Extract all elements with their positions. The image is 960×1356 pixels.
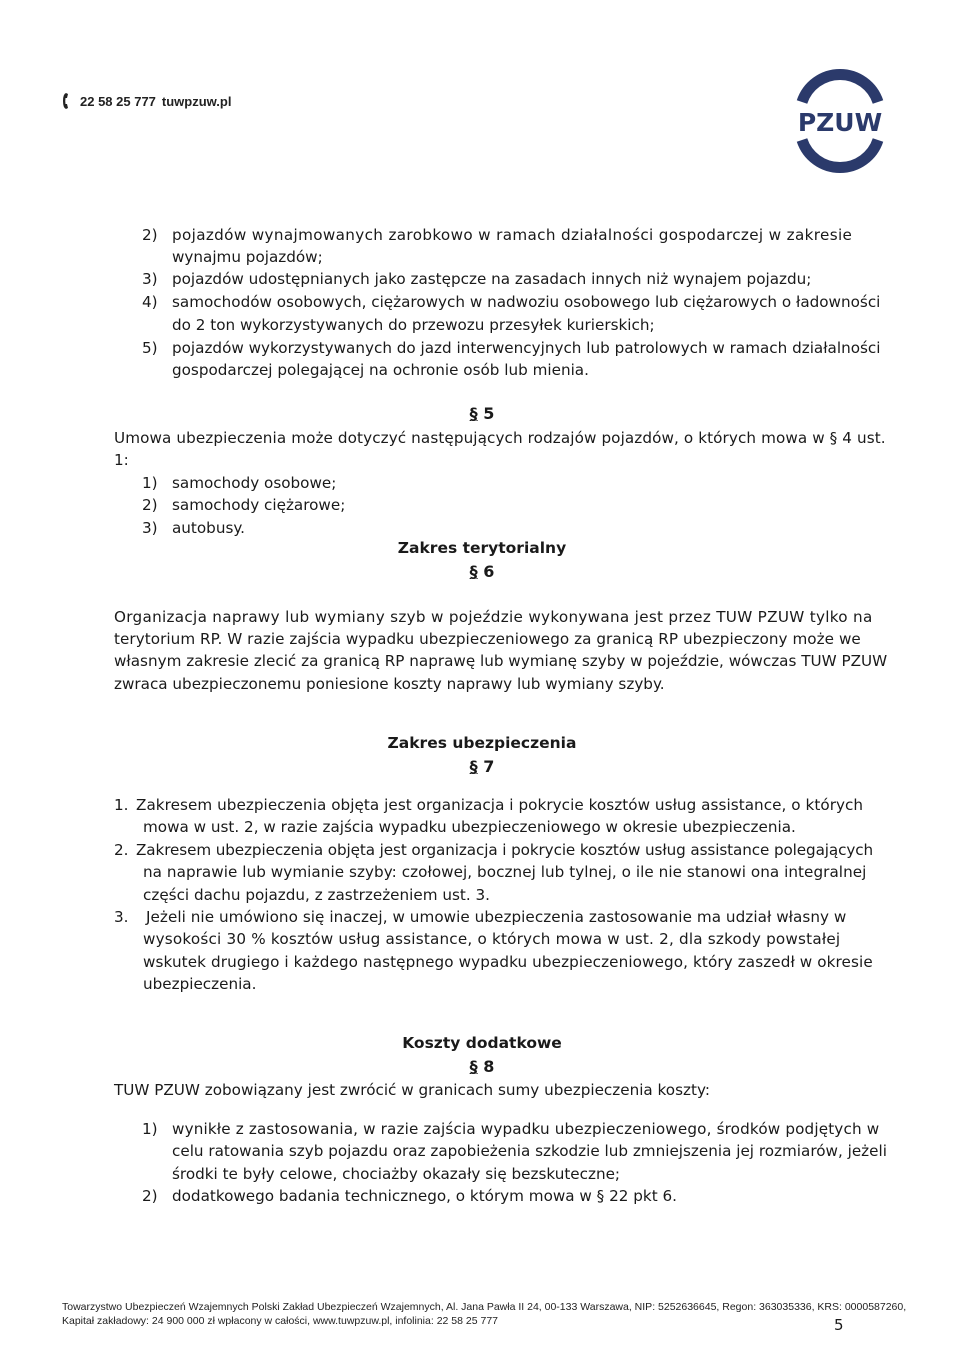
list-item-text: gospodarczej polegającej na ochronie osób lub mienia. xyxy=(172,361,589,379)
list-item-text: celu ratowania szyb pojazdu oraz zapobieżenia szkodzie lub zmniejszenia jej rozmiarów, jeżeli xyxy=(172,1142,887,1160)
list-item-text: pojazdów wykorzystywanych do jazd interwencyjnych lub patrolowych w ramach działalności xyxy=(172,339,881,357)
footer xyxy=(62,1300,906,1328)
list-item-text: wskutek drugiego i każdego następnego wypadku ubezpieczeniowego, który zaszedł w okresie xyxy=(143,953,873,971)
paragraph-number: 7 xyxy=(483,757,495,776)
list-item-text: pojazdów udostępnianych jako zastępcze na zasadach innych niż wynajem pojazdu; xyxy=(172,270,812,288)
list-item-text: do 2 ton wykorzystywanych do przewozu przesyłek kurierskich; xyxy=(172,316,655,334)
section-title-additional-costs: Koszty dodatkowe xyxy=(402,1034,562,1052)
section-sign: § xyxy=(469,562,478,581)
paragraph-number: 5 xyxy=(483,404,495,423)
list-item-text: samochodów osobowych, ciężarowych w nadwoziu osobowego lub ciężarowych o ładowności xyxy=(172,293,881,311)
section-sign: § xyxy=(469,404,478,423)
list-item-text: samochody osobowe; xyxy=(172,474,337,492)
list-item-text: środki te były celowe, chociażby okazały się bezskuteczne; xyxy=(172,1165,621,1183)
sec5-intro-line: 1: xyxy=(114,451,129,469)
paragraph-number: 6 xyxy=(483,562,495,581)
list-item-text: wynajmu pojazdów; xyxy=(172,248,323,266)
footer-capital-line: Kapitał zakładowy: 24 900 000 zł wpłacony w całości, www.tuwpzuw.pl, infolinia: 22 58 25 777 xyxy=(62,1315,499,1327)
sec6-line: Organizacja naprawy lub wymiany szyb w pojeździe wykonywana jest przez TUW PZUW tylko na xyxy=(114,608,873,626)
section-sign: § xyxy=(469,1057,478,1076)
paragraph-heading-6 xyxy=(422,562,542,581)
sec8-intro: TUW PZUW zobowiązany jest zwrócić w granicach sumy ubezpieczenia koszty: xyxy=(114,1081,710,1099)
section-title-scope: Zakres ubezpieczenia xyxy=(387,734,577,752)
list-item-text: samochody ciężarowe; xyxy=(172,496,346,514)
header-website[interactable]: tuwpzuw.pl xyxy=(161,93,232,109)
list-item-number: 1) xyxy=(142,1120,158,1138)
list-item-number: 5) xyxy=(142,339,158,357)
section-title-territorial: Zakres terytorialny xyxy=(397,539,567,557)
page-number: 5 xyxy=(834,1316,844,1334)
list-item-number: 2. xyxy=(114,841,129,859)
paragraph-number: 8 xyxy=(483,1057,495,1076)
list-item-text: na naprawie lub wymianie szyby: czołowej, bocznej lub tylnej, o ile nie stanowi ona integralnej xyxy=(143,863,867,881)
section-sign: § xyxy=(469,757,478,776)
list-item-number: 2) xyxy=(142,226,158,244)
sec6-line: terytorium RP. W razie zajścia wypadku ubezpieczeniowego za granicą RP ubezpieczony może we xyxy=(114,630,861,648)
list-item-text: Zakresem ubezpieczenia objęta jest organizacja i pokrycie kosztów usług assistance polegających xyxy=(136,841,874,859)
list-item-text: wynikłe z zastosowania, w razie zajścia wypadku ubezpieczeniowego, środków podjętych w xyxy=(172,1120,880,1138)
list-item-number: 3. xyxy=(114,908,129,926)
phone-icon xyxy=(62,92,74,110)
list-item-number: 3) xyxy=(142,270,158,288)
pzuw-logo xyxy=(792,58,888,184)
list-item-number: 4) xyxy=(142,293,158,311)
sec6-line: zwraca ubezpieczonemu poniesione koszty naprawy lub wymiany szyby. xyxy=(114,675,665,693)
list-item-text: wysokości 30 % kosztów usług assistance, o których mowa w ust. 2, dla szkody powstałej xyxy=(143,930,841,948)
paragraph-heading-8 xyxy=(422,1057,542,1076)
header-phone[interactable]: 22 58 25 777 xyxy=(80,93,156,109)
list-item-text: ubezpieczenia. xyxy=(143,975,257,993)
list-item-number: 2) xyxy=(142,1187,158,1205)
list-item-text: dodatkowego badania technicznego, o którym mowa w § 22 pkt 6. xyxy=(172,1187,677,1205)
list-item-number: 3) xyxy=(142,519,158,537)
footer-company-line: Towarzystwo Ubezpieczeń Wzajemnych Polski Zakład Ubezpieczeń Wzajemnych, Al. Jana Pawła II 24, 00-133 Warszawa, NIP: 5252636645, Regon: 363035336, KRS: 0000587260, xyxy=(62,1301,907,1313)
list-item-text: autobusy. xyxy=(172,519,246,537)
sec5-intro-line: Umowa ubezpieczenia może dotyczyć następujących rodzajów pojazdów, o których mowa w § 4 ust. xyxy=(114,429,886,447)
paragraph-heading-5 xyxy=(422,404,542,423)
list-item-text: pojazdów wynajmowanych zarobkowo w ramach działalności gospodarczej w zakresie xyxy=(172,226,853,244)
list-item-text: mowa w ust. 2, w razie zajścia wypadku ubezpieczeniowego w okresie ubezpieczenia. xyxy=(143,818,796,836)
list-item-text: Zakresem ubezpieczenia objęta jest organizacja i pokrycie kosztów usług assistance, o których xyxy=(136,796,864,814)
sec6-line: własnym zakresie zlecić za granicą RP naprawę lub wymianę szyby w pojeździe, wówczas TUW PZUW xyxy=(114,652,888,670)
list-item-number: 1) xyxy=(142,474,158,492)
list-item-number: 2) xyxy=(142,496,158,514)
header-contact xyxy=(62,92,231,110)
list-item-text: Jeżeli nie umówiono się inaczej, w umowie ubezpieczenia zastosowanie ma udział własny w xyxy=(146,908,847,926)
logo-text: PZUW xyxy=(797,108,883,137)
list-item-text: części dachu pojazdu, z zastrzeżeniem ust. 3. xyxy=(143,886,490,904)
list-item-number: 1. xyxy=(114,796,129,814)
paragraph-heading-7 xyxy=(422,757,542,776)
